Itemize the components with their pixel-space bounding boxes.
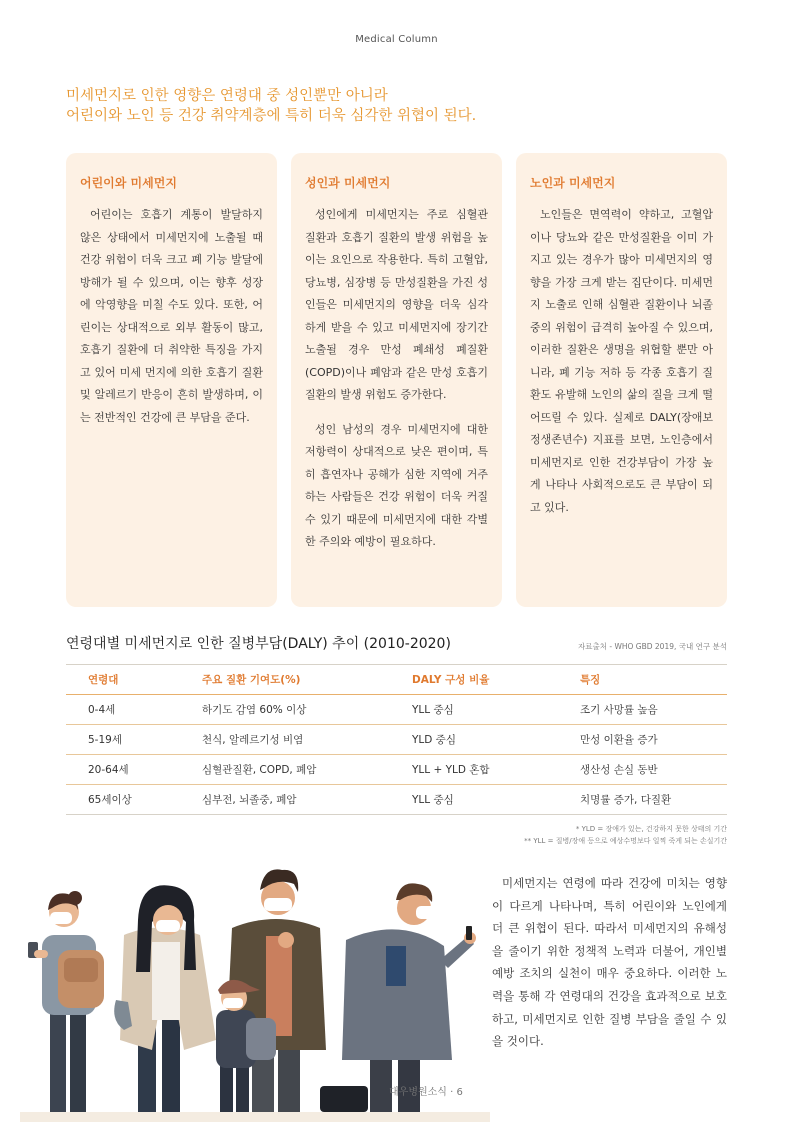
card-children: [66, 153, 277, 607]
cell-age: 20-64세: [88, 764, 129, 776]
cell-disease: 천식, 알레르기성 비염: [202, 734, 304, 746]
cell-daly: YLD 중심: [412, 734, 456, 746]
cell-daly: YLL 중심: [412, 704, 454, 716]
table-row: [66, 695, 727, 725]
table-title: 연령대별 미세먼지로 인한 질병부담(DALY) 추이 (2010-2020): [66, 636, 451, 652]
cell-feature: 생산성 손실 동반: [580, 764, 658, 776]
card-elderly: [516, 153, 727, 607]
table-row: [66, 755, 727, 785]
cell-disease: 심혈관질환, COPD, 폐암: [202, 764, 317, 776]
conclusion-paragraph: 미세먼지는 연령에 따라 건강에 미치는 영향이 다르게 나타나며, 특히 어린이와 노인에게 더 큰 위협이 된다. 따라서 미세먼지의 유해성을 줄이기 위한 정책적 노력과 더불어, 개인별 예방 조치의 실천이 매우 중요하다. 이러한 노력을 통해 각 연령대의 건강을 효과적으로 보호하고, 미세먼지로 인한 질병 부담을 줄일 수 있을 것이다.: [492, 876, 727, 1049]
card-title: 성인과 미세먼지: [305, 176, 391, 190]
cell-daly: YLL 중심: [412, 794, 454, 806]
cell-age: 0-4세: [88, 704, 116, 716]
table-row: [66, 785, 727, 815]
header-disease: 주요 질환 기여도(%): [202, 674, 301, 686]
section-header: Medical Column: [355, 34, 438, 45]
card-paragraph: 성인 남성의 경우 미세먼지에 대한 저항력이 상대적으로 낮은 편이며, 특히 흡연자나 공해가 심한 지역에 거주하는 사람들은 건강 위험이 더욱 커질 수 있기 때문에 미세먼지에 대한 각별한 주의와 예방이 필요하다.: [305, 422, 488, 548]
page-footer: 대우병원소식 · 6: [389, 1087, 463, 1098]
woman-with-backpack-figure: [28, 891, 104, 1112]
footnote-yld: * YLD = 장애가 있는, 건강하지 못한 상태의 기간: [575, 825, 727, 833]
card-paragraph: 성인에게 미세먼지는 주로 심혈관 질환과 호흡기 질환의 발생 위험을 높이는 요인으로 작용한다. 특히 고혈압, 당뇨병, 심장병 등 만성질환을 가진 성인들은 미세먼지의 영향을 더욱 심각하게 받을 수 있고 미세먼지에 장기간 노출될 경우 만성 폐쇄성 폐질환(COPD)이나 폐암과 같은 만성 호흡기 질환의 발생 위험도 증가한다.: [305, 208, 488, 401]
headline-line-1: 미세먼지로 인한 영향은 연령대 중 성인뿐만 아니라: [66, 88, 388, 104]
woman-in-coat-figure: [114, 885, 216, 1112]
card-paragraph: 어린이는 호흡기 계통이 발달하지 않은 상태에서 미세먼지에 노출될 때 건강 위험이 더욱 크고 폐 기능 발달에 방해가 될 수 있으며, 이는 향후 성장에 악영향을 미칠 수도 있다. 또한, 어린이는 상대적으로 외부 활동이 많고, 호흡기 질환에 더 취약한 특징을 가지고 있어 미세 먼지에 의한 호흡기 질환 및 알레르기 반응이 흔히 발생하며, 이는 전반적인 건강에 큰 부담을 준다.: [80, 208, 263, 424]
ground: [20, 1112, 490, 1122]
table-source: 자료출처 - WHO GBD 2019, 국내 연구 분석: [577, 642, 727, 651]
cell-age: 5-19세: [88, 734, 122, 746]
cell-age: 65세이상: [88, 794, 132, 806]
table-header-row: [66, 665, 727, 695]
cell-disease: 심부전, 뇌졸중, 폐암: [202, 794, 297, 806]
header-feature: 특징: [580, 674, 601, 686]
footnote-yll: ** YLL = 질병/장애 등으로 예상수명보다 일찍 죽게 되는 손실기간: [524, 837, 727, 845]
header-age: 연령대: [88, 674, 119, 686]
masked-people-illustration: [20, 850, 490, 1122]
cell-feature: 치명률 증가, 다질환: [580, 794, 672, 806]
table-row: [66, 725, 727, 755]
cell-feature: 조기 사망률 높음: [580, 704, 658, 716]
card-title: 노인과 미세먼지: [530, 176, 616, 190]
man-with-phone-figure: [320, 883, 476, 1112]
headline-line-2: 어린이와 노인 등 건강 취약계층에 특히 더욱 심각한 위협이 된다.: [66, 108, 477, 124]
card-title: 어린이와 미세먼지: [80, 176, 177, 190]
card-adults: [291, 153, 502, 607]
header-daly: DALY 구성 비율: [412, 674, 490, 686]
card-paragraph: 노인들은 면역력이 약하고, 고혈압이나 당뇨와 같은 만성질환을 이미 가지고 있는 경우가 많아 미세먼지의 영향을 가장 크게 받는 집단이다. 미세먼지 노출로 인해 심혈관 질환이나 뇌졸중의 위험이 급격히 높아질 수 있으며, 이러한 질환은 생명을 위협할 뿐만 아니라, 폐 기능 저하 등 각종 호흡기 질환도 유발해 노인의 삶의 질을 크게 떨어뜨릴 수 있다. 실제로 DALY(장애보정생존년수) 지표를 보면, 노인층에서 미세먼지로 인한 건강부담이 가장 높게 나타나 사회적으로도 큰 부담이 되고 있다.: [530, 208, 713, 514]
cell-daly: YLL + YLD 혼합: [412, 764, 490, 776]
headline: [66, 86, 726, 126]
daly-table: [66, 664, 727, 815]
cell-disease: 하기도 감염 60% 이상: [202, 704, 307, 716]
cell-feature: 만성 이환율 증가: [580, 734, 658, 746]
